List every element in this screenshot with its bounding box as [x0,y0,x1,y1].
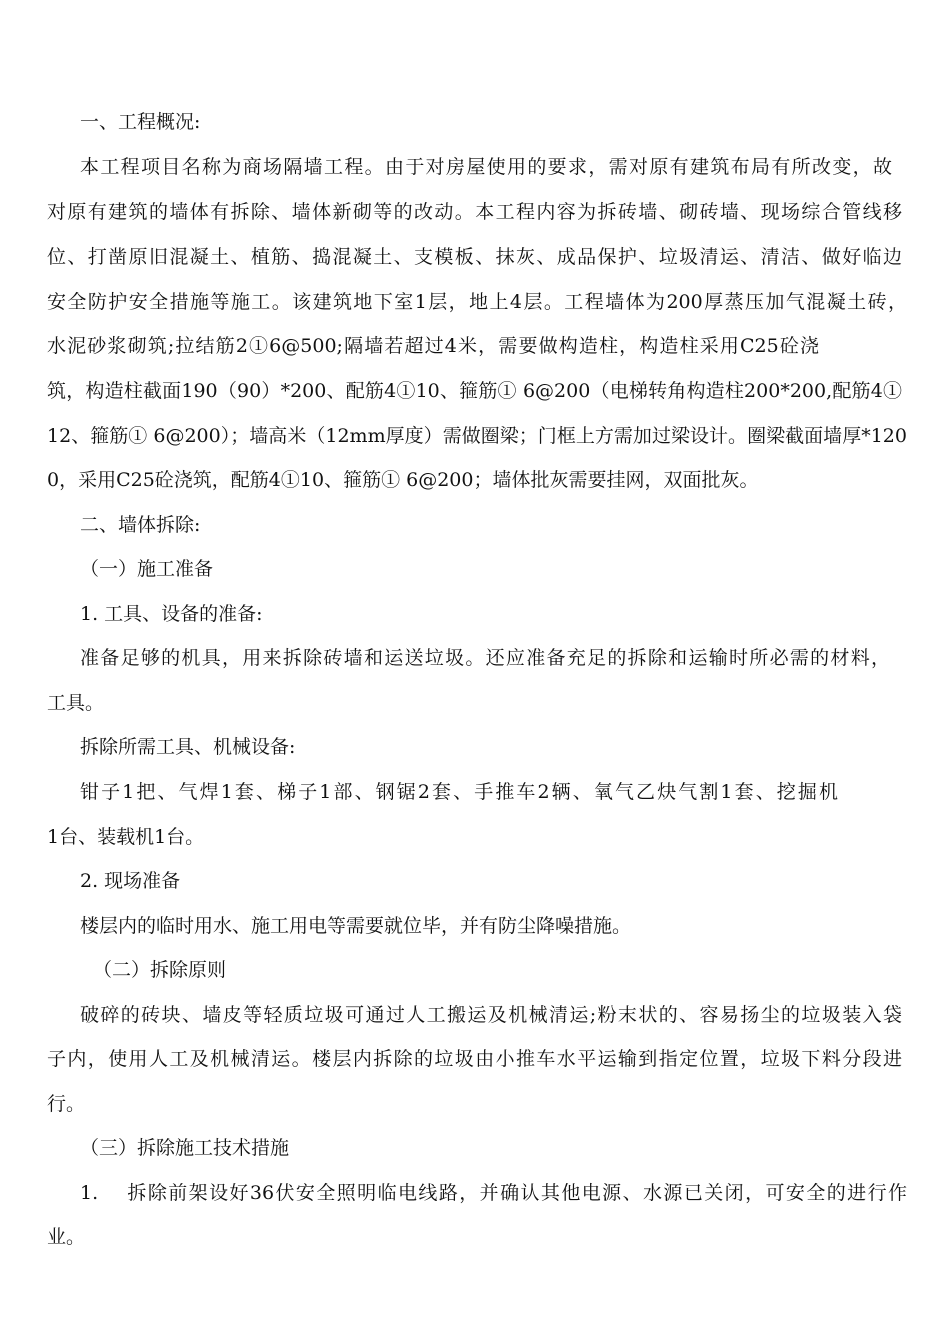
paragraph-line: 准备足够的机具，用来拆除砖墙和运送垃圾。还应准备充足的拆除和运输时所必需的材料， [80,647,890,669]
paragraph-line: 业。 [47,1226,86,1248]
section-heading-demolition: 二、墙体拆除: [80,514,201,536]
paragraph-line: 本工程项目名称为商场隔墙工程。由于对房屋使用的要求，需对原有建筑布局有所改变，故 [80,156,892,178]
paragraph-line: 钳子1把、气焊1套、梯子1部、钢锯2套、手推车2辆、氧气乙炔气割1套、挖掘机 [80,781,838,803]
paragraph-line: 12、箍筋① 6@200）；墙高米（12mm厚度）需做圈梁；门框上方需加过梁设计。圈梁截面墙厚*120 [47,425,907,447]
paragraph-line: 楼层内的临时用水、施工用电等需要就位毕，并有防尘降噪措施。 [80,915,632,937]
item-site-preparation: 2. 现场准备 [80,870,181,892]
paragraph-line: 行。 [47,1093,86,1115]
paragraph-line: 对原有建筑的墙体有拆除、墙体新砌等的改动。本工程内容为拆砖墙、砌砖墙、现场综合管线移 [47,201,902,223]
paragraph-line: 子内，使用人工及机械清运。楼层内拆除的垃圾由小推车水平运输到指定位置，垃圾下料分段进 [47,1048,902,1070]
subheading-principles: （二）拆除原则 [93,959,227,981]
item-tools-preparation: 1. 工具、设备的准备: [80,603,263,625]
paragraph-line: 位、打凿原旧混凝土、植筋、捣混凝土、支模板、抹灰、成品保护、垃圾清运、清洁、做好临边 [47,246,902,268]
paragraph-line: 破碎的砖块、墙皮等轻质垃圾可通过人工搬运及机械清运;粉末状的、容易扬尘的垃圾装入袋 [80,1004,902,1026]
subheading-preparation: （一）施工准备 [80,558,214,580]
paragraph-line: 筑，构造柱截面190（90）*200、配筋4①10、箍筋① 6@200（电梯转角构造柱200*200,配筋4① [47,380,902,402]
paragraph-line: 0，采用C25砼浇筑，配筋4①10、箍筋① 6@200；墙体批灰需要挂网，双面批灰。 [47,469,759,491]
paragraph-line: 安全防护安全措施等施工。该建筑地下室1层，地上4层。工程墙体为200厚蒸压加气混凝土砖， [47,291,907,313]
section-heading-overview: 一、工程概况: [80,111,201,133]
paragraph-line: 工具。 [47,692,105,714]
paragraph-line: 1. 拆除前架设好36伏安全照明临电线路，并确认其他电源、水源已关闭，可安全的进行作 [80,1182,907,1204]
paragraph-line: 1台、装载机1台。 [47,826,205,848]
paragraph-line: 水泥砂浆砌筑;拉结筋2①6@500;隔墙若超过4米，需要做构造柱，构造柱采用C25砼浇 [47,335,819,357]
subheading-technical-measures: （三）拆除施工技术措施 [80,1137,290,1159]
tools-label: 拆除所需工具、机械设备: [80,736,296,758]
